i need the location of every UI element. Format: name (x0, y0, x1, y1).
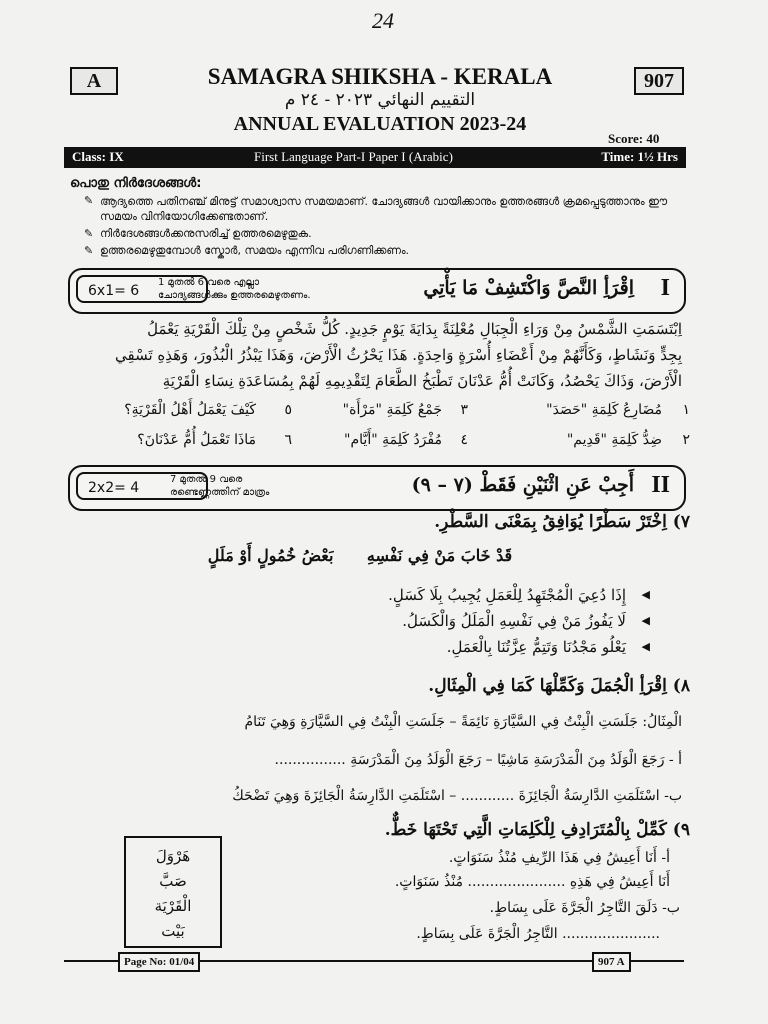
note-line: രണ്ടെണ്ണത്തിന് മാത്രം (170, 487, 270, 498)
q8-item-a: أ - رَجَعَ الْوَلَدُ مِنَ الْمَدْرَسَةِ مَاشِيًا – رَجَعَ الْوَلَدُ مِنَ الْمَدْرَسَةِ ................ (274, 752, 682, 768)
triangle-bullet-icon: ◀ (641, 640, 650, 653)
q1-text: مُضَارِعُ كَلِمَةِ "حَصَدَ" (546, 402, 662, 418)
exam-subtitle: ANNUAL EVALUATION 2023-24 (233, 113, 527, 135)
page-mark: 24 (372, 8, 394, 33)
q2-row (70, 432, 690, 458)
word-item: صَبَّ (159, 872, 187, 890)
option-item[interactable]: ◀ يَعْلُو مَجْدُنَا وَتَتِمُّ عِزَّتُنَا بِالْعَمَلِ. (200, 634, 650, 660)
q9-word-box (124, 836, 222, 948)
time-label: Time: 1½ Hrs (601, 149, 678, 164)
q3-num: ٣ (460, 402, 468, 418)
instruction-item: ✎ ഉത്തരമെഴുതുമ്പോൾ സ്കോർ, സമയം എന്നിവ പരിഗണിക്കണം. (84, 244, 410, 257)
q8-item-b: ب- اسْتَلَمَتِ الدَّارِسَةُ الْجَائِزَةَ ............ – اسْتَلَمَتِ الدَّارِسَةُ الْجَائِزَةَ وَهِيَ تَضْحَكُ (232, 788, 682, 804)
section-2-title: أَجِبْ عَنِ اثْنَيْنِ فَقَطْ (٧ – ٩) (411, 474, 634, 496)
option-item[interactable]: ◀ إِذَا دُعِيَ الْمُجْتَهِدُ لِلْعَمَلِ يُجِيبُ بِلَا كَسَلٍ. (200, 582, 650, 608)
passage-line: اِبْتَسَمَتِ الشَّمْسُ مِنْ وَرَاءِ الْجِبَالِ مُعْلِنَةً بِدَايَةَ يَوْمٍ جَدِيدٍ. كُلُّ شَخْصٍ مِنْ تِلْكَ الْقَرْيَةِ يَعْمَلُ (147, 320, 682, 338)
q7-verse: قَدْ خَابَ مَنْ فِي نَفْسِهِ بَعْضُ خُمُولٍ أَوْ مَلَلٍ (207, 546, 513, 565)
q2-num: ٢ (682, 432, 690, 448)
score: Score: 40 (608, 131, 660, 146)
instruction-item: ✎ നിർദേശങ്ങൾക്കനുസരിച്ച് ഉത്തരമെഴുതുക. (84, 227, 312, 240)
exam-title: SAMAGRA SHIKSHA - KERALA (207, 64, 553, 89)
q1-row (70, 402, 690, 428)
reading-passage (70, 316, 682, 394)
q5-num: ٥ (284, 402, 292, 418)
section-2-header (68, 465, 686, 511)
q9-b1: ب- دَلَقَ التَّاجِرُ الْجَرَّةَ عَلَى بِسَاطٍ. (489, 900, 680, 916)
q9-prompt: ٩) كَمِّلْ بِالْمُتَرَادِفِ لِلْكَلِمَاتِ الَّتِي تَحْتَهَا خَطٌّ. (384, 820, 690, 840)
passage-line: الْأَرْضَ، وَذَاكَ يَحْصُدُ، وَكَانَتْ أُمُّ عَدْنَانَ تَطْبَخُ الطَّعَامَ لِتَقْدِيمِهِ لَهُمْ بِمُسَاعَدَةِ نِسَاءِ الْقَرْيَةِ (162, 372, 682, 390)
q1-num: ١ (682, 402, 690, 418)
series-box: A (70, 67, 118, 95)
q9-a1: أ- أَنَا أَعِيشُ فِي هَذَا الرِّيفِ مُنْذُ سَنَوَاتٍ. (448, 850, 670, 866)
word-item: بَيْت (161, 922, 185, 940)
q6-text: مَاذَا تَعْمَلُ أُمُّ عَدْنَانَ؟ (137, 432, 256, 448)
q5-text: كَيْفَ يَعْمَلُ أَهْلُ الْقَرْيَةِ؟ (124, 402, 256, 418)
q6-num: ٦ (284, 432, 292, 448)
info-bar (64, 147, 686, 168)
section-1-title: اِقْرَأِ النَّصَّ وَاكْتَشِفْ مَا يَأْتِي (423, 277, 634, 299)
subject-label: First Language Part-I Paper I (Arabic) (254, 149, 453, 164)
footer-code: 907 A (592, 952, 631, 972)
page-number: Page No: 01/04 (118, 952, 200, 972)
pen-icon: ✎ (84, 194, 94, 207)
passage-line: بِجِدٍّ وَنَشَاطٍ، وَكَأَنَّهُمْ مِنْ أَعْضَاءِ أُسْرَةٍ وَاحِدَةٍ. هَذَا يَحْرُثُ الْأَرْضَ، وَهَذَا يَبْذُرُ الْبُذُورَ، وَهَذِهِ تَسْقِي (114, 346, 682, 364)
option-item[interactable]: ◀ لَا يَفُوزُ مَنْ فِي نَفْسِهِ الْمَلَلُ وَالْكَسَلُ. (200, 608, 650, 634)
triangle-bullet-icon: ◀ (641, 614, 650, 627)
class-label: Class: IX (72, 149, 124, 164)
q7-prompt: ٧) اِخْتَرْ سَطْرًا يُوَافِقُ بِمَعْنَى السَّطْرِ. (434, 512, 690, 532)
instructions-heading: പൊതു നിർദേശങ്ങൾ: (70, 176, 202, 191)
arabic-title: التقييم النهائي ٢٠٢٣ - ٢٤ م (284, 90, 476, 110)
word-item: هَرْوَلَ (155, 847, 191, 865)
instruction-list (84, 194, 684, 258)
section-1-roman: I (660, 275, 670, 301)
section-1-marks: 6x1= 6 (76, 275, 208, 303)
q8-prompt: ٨) اِقْرَأِ الْجُمَلَ وَكَمِّلْهَا كَمَا فِي الْمِثَالِ. (428, 676, 690, 696)
word-item: الْقَرْيَة (154, 897, 192, 915)
triangle-bullet-icon: ◀ (641, 588, 650, 601)
note-line: 1 മുതൽ 6 വരെ എല്ലാ (158, 277, 260, 288)
section-1-note (158, 276, 311, 302)
section-2-roman: II (651, 472, 670, 498)
q7-options (200, 582, 650, 660)
pen-icon: ✎ (84, 244, 94, 257)
q8-example: الْمِثَالُ: جَلَسَتِ الْبِنْتُ فِي السَّيَّارَةِ نَائِمَةً – جَلَسَتِ الْبِنْتُ فِي السَّيَّارَةِ وَهِيَ تَنَامُ (244, 714, 682, 730)
section-1-header (68, 268, 686, 314)
q4-text: مُفْرَدُ كَلِمَةِ "أَيَّام" (344, 432, 442, 448)
note-line: 7 മുതൽ 9 വരെ (170, 474, 243, 485)
pen-icon: ✎ (84, 227, 94, 240)
section-2-note (170, 473, 269, 499)
q9-b2: ...................... التَّاجِرُ الْجَرَّةَ عَلَى بِسَاطٍ. (416, 926, 660, 942)
q9-a2: أَنَا أَعِيشُ فِي هَذِهِ ...................... مُنْذُ سَنَوَاتٍ. (394, 874, 670, 890)
paper-code-box: 907 (634, 67, 684, 95)
q2-text: ضِدُّ كَلِمَةِ "قَدِيم" (566, 432, 662, 448)
q4-num: ٤ (460, 432, 468, 448)
q3-text: جَمْعُ كَلِمَةِ "مَرْأَة" (342, 402, 442, 418)
instruction-item: ✎ ആദ്യത്തെ പതിനഞ്ച് മിനുട്ട് സമാശ്വാസ സമയമാണ്. ചോദ്യങ്ങൾ വായിക്കാനും ഉത്തരങ്ങൾ ക്രമപ്പെടുത്താനും ഈ സമയം വിനിയോഗിക്കേണ്ടതാണ്. (84, 194, 668, 223)
note-line: ചോദ്യങ്ങൾക്കും ഉത്തരമെഴുതണം. (158, 290, 311, 301)
section-2-marks: 2x2= 4 (76, 472, 208, 500)
